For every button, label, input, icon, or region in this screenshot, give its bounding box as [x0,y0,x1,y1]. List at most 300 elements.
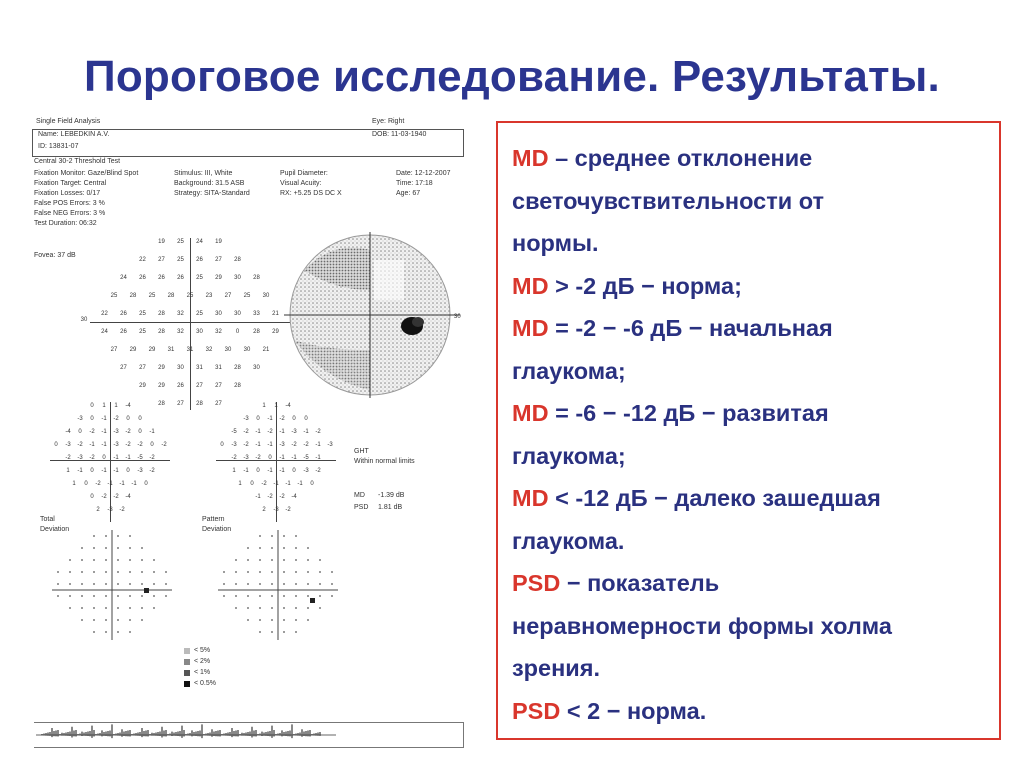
prob-dot [117,607,119,609]
grid-value: 26 [139,275,146,281]
grid-value: 0 [220,442,224,448]
info-key: MD [512,400,549,426]
grid-value: 28 [196,401,203,407]
prob-dot [259,631,261,633]
grid-value: -1 [279,455,285,461]
prob-dot [331,583,333,585]
grid-value: 28 [234,383,241,389]
grid-value: 28 [129,293,137,299]
grid-value: -2 [315,468,321,474]
grid-value: -3 [65,442,71,448]
legend-symbol [184,681,190,687]
test-param: Fixation Target: Central [34,180,107,187]
grid-value: 2 [96,507,100,513]
grid-value: 0 [256,416,260,422]
grid-value: 28 [234,257,241,263]
prob-dot [105,559,107,561]
grid-value: 25 [148,293,156,299]
prob-dot [259,535,261,537]
total-prob-symbol-1pct [144,588,149,593]
prob-dot [235,607,237,609]
grid-value: 25 [177,239,184,245]
grid-value: -2 [101,494,107,500]
pattern-deviation-label-1: Pattern [202,516,225,523]
report-eye: Eye: Right [372,118,405,125]
grid-value: -2 [303,442,309,448]
info-line: зрения. [512,655,600,681]
blind-spot-core [412,317,424,327]
grid-value: -3 [243,416,249,422]
prob-dot [165,583,167,585]
grid-value: 27 [224,293,232,299]
prob-dot [141,547,143,549]
prob-dot [283,547,285,549]
grid-value: 21 [262,347,270,353]
prob-dot [223,583,225,585]
prob-dot [57,571,59,573]
grid-value: -2 [89,429,95,435]
grid-value: -1 [291,455,297,461]
prob-dot [57,583,59,585]
psd-value: 1.81 dB [378,504,403,511]
total-deviation-label-1: Total [40,516,55,523]
prob-dot [153,607,155,609]
grid-value: -3 [107,507,113,513]
prob-dot [153,583,155,585]
prob-dot [129,547,131,549]
grid-value: -1 [279,429,285,435]
test-name: Central 30-2 Threshold Test [34,158,121,165]
grid-value: -3 [77,416,83,422]
test-param: Strategy: SITA-Standard [174,190,250,197]
grid-value: -3 [291,429,297,435]
prob-dot [259,619,261,621]
md-value: -1.39 dB [378,492,405,499]
grid-value: -2 [113,416,119,422]
grid-value: -1 [267,468,273,474]
legend-label: < 5% [194,647,211,654]
grid-value: 26 [120,329,127,335]
grid-value: 25 [186,293,194,299]
grid-value: 0 [90,468,94,474]
grid-value: -2 [125,442,131,448]
prob-dot [295,595,297,597]
test-param: Pupil Diameter: [280,170,328,177]
threshold-axis-vertical [190,238,191,410]
grid-value: -1 [101,468,107,474]
total-deviation-values [50,402,170,522]
test-param: RX: +5.25 DS DC X [280,190,342,197]
grid-value: -3 [303,468,309,474]
grid-value: 31 [196,365,203,371]
prob-dot [295,547,297,549]
prob-dot [117,547,119,549]
grid-value: 1 [262,403,266,409]
grid-value: 30 [234,311,241,317]
legend-symbol [184,648,190,654]
prob-dot [319,559,321,561]
prob-dot [271,607,273,609]
prob-dot [81,607,83,609]
grid-value: 21 [272,311,279,317]
grid-value: 1 [238,481,242,487]
prob-dot [93,547,95,549]
prob-dot [307,547,309,549]
grid-value: -4 [65,429,71,435]
prob-dot [295,631,297,633]
grid-value: -2 [231,455,237,461]
slide-title: Пороговое исследование. Результаты. [84,52,940,101]
grid-value: -1 [279,468,285,474]
prob-dot [117,595,119,597]
test-param: Date: 12-12-2007 [396,170,451,177]
grid-value: 0 [144,481,148,487]
grid-value: 27 [215,383,222,389]
grid-value: -2 [267,494,273,500]
grid-value: 30 [215,311,222,317]
prob-dot [259,595,261,597]
prob-dot [295,607,297,609]
grid-value: -1 [113,455,119,461]
grid-value: 0 [126,416,130,422]
grid-value: 26 [196,257,203,263]
prob-dot [271,535,273,537]
grid-value: -2 [77,442,83,448]
grid-value: 0 [292,416,296,422]
grid-value: 0 [54,442,58,448]
grid-value: -2 [255,455,261,461]
prob-dot [93,631,95,633]
grid-value: 32 [215,329,222,335]
grid-value: 22 [139,257,146,263]
grid-value: -4 [291,494,297,500]
prob-dot [235,571,237,573]
grid-value: -3 [113,442,119,448]
prob-dot [141,619,143,621]
grid-value: 30 [253,365,260,371]
grid-value: -3 [137,468,143,474]
greyscale-axis-label: 30 [454,314,461,320]
grid-value: 27 [110,347,118,353]
grid-value: 27 [139,365,146,371]
grid-value: 29 [215,275,222,281]
info-line: глаукома; [512,357,626,384]
grid-value: 27 [158,257,165,263]
prob-dot [81,583,83,585]
grid-value: -1 [255,429,261,435]
prob-dot [81,547,83,549]
grid-value: 27 [177,401,184,407]
test-param: Fixation Monitor: Gaze/Blind Spot [34,170,139,177]
gaze-tracking-trace [36,722,336,748]
grid-value: 32 [177,329,184,335]
grid-value: 33 [253,311,260,317]
prob-dot [93,619,95,621]
ght-title: GHT [354,448,369,455]
test-param: Background: 31.5 ASB [174,180,245,187]
grid-value: 32 [177,311,184,317]
grid-value: -3 [327,442,333,448]
grid-value: 29 [139,383,146,389]
grid-value: -1 [267,416,273,422]
prob-dot [259,547,261,549]
prob-dot [295,559,297,561]
info-line: нормы. [512,230,599,256]
test-param: Stimulus: III, White [174,170,233,177]
grid-value: -3 [279,442,285,448]
grid-value: 30 [177,365,184,371]
prob-dot [117,631,119,633]
patient-id: ID: 13831-07 [38,143,79,150]
prob-dot [283,559,285,561]
prob-dot [129,559,131,561]
grid-value: -1 [255,494,261,500]
md-psd-info-box [496,121,1001,740]
prob-dot [247,571,249,573]
prob-dot [319,571,321,573]
legend-label: < 2% [194,658,211,665]
grid-value: -1 [101,416,107,422]
grid-value: 1 [66,468,70,474]
grid-value: 0 [84,481,88,487]
prob-dot [271,631,273,633]
total-dev-axis-v [110,402,111,522]
grid-value: 22 [101,311,108,317]
prob-dot [283,619,285,621]
pattern-prob-symbol-1pct [310,598,315,603]
grid-value: 28 [253,329,260,335]
greyscale-plot [284,230,464,400]
grid-value: -1 [149,429,155,435]
grid-value: -3 [113,429,119,435]
grid-value: -1 [77,468,83,474]
prob-dot [295,535,297,537]
prob-dot [259,571,261,573]
grid-value: -2 [89,455,95,461]
grid-value: -3 [243,455,249,461]
prob-dot [153,595,155,597]
grid-value: 25 [196,275,203,281]
grid-value: 0 [150,442,154,448]
prob-dot [93,571,95,573]
psd-label: PSD [354,504,369,511]
grid-value: -2 [113,494,119,500]
grid-value: -2 [149,468,155,474]
test-param: Test Duration: 06:32 [34,220,97,227]
prob-dot [81,559,83,561]
prob-dot [331,595,333,597]
grid-value: 23 [205,293,213,299]
prob-dot [69,571,71,573]
prob-dot [271,559,273,561]
prob-dot [283,583,285,585]
grid-value: -2 [261,481,267,487]
grid-value: 24 [120,275,127,281]
grid-value: 19 [158,239,165,245]
grid-value: 0 [102,455,106,461]
test-param: False POS Errors: 3 % [34,200,105,207]
grid-value: -2 [285,507,291,513]
grid-value: 26 [177,275,184,281]
prob-dot [271,619,273,621]
grid-value: -1 [267,442,273,448]
prob-dot [319,607,321,609]
prob-dot [271,595,273,597]
prob-dot [235,583,237,585]
grid-value: 29 [158,365,165,371]
prob-dot [295,583,297,585]
prob-dot [223,595,225,597]
patient-dob: DOB: 11-03-1940 [372,131,427,138]
grid-value: 27 [120,365,127,371]
fovea-value: Fovea: 37 dB [34,252,76,259]
grid-value: 0 [304,416,308,422]
grid-value: 0 [256,468,260,474]
perimetry-report [30,118,470,758]
grid-value: 25 [110,293,118,299]
grid-value: -1 [125,455,131,461]
grid-value: -5 [137,455,143,461]
prob-dot [129,607,131,609]
prob-dot [117,619,119,621]
info-key: PSD [512,697,561,724]
prob-dot [93,535,95,537]
info-line: MD = -2 − -6 дБ − начальная [512,315,833,341]
prob-dot [129,619,131,621]
info-line: неравномерности формы холма [512,612,892,639]
grid-value: 1 [114,403,118,409]
prob-dot [259,559,261,561]
prob-dot [81,571,83,573]
grid-value: 29 [129,347,137,353]
grid-value: -2 [315,429,321,435]
grid-value: 29 [272,329,279,335]
threshold-axis-label: 30 [80,317,88,323]
grid-value: -1 [315,455,321,461]
legend-label: < 1% [194,669,211,676]
prob-dot [295,619,297,621]
prob-dot [271,571,273,573]
grid-value: -4 [285,403,291,409]
prob-dot [307,595,309,597]
report-analysis-type: Single Field Analysis [36,118,101,125]
info-line: MD > -2 дБ − норма; [512,272,742,299]
prob-dot [141,559,143,561]
pattern-deviation-label-2: Deviation [202,526,232,533]
pattern-dev-axis-v [276,402,277,522]
grid-value: 25 [139,311,146,317]
total-deviation-label-2: Deviation [40,526,70,533]
grid-value: -1 [243,468,249,474]
prob-dot [129,595,131,597]
grid-value: -1 [89,442,95,448]
prob-dot [117,583,119,585]
grid-value: 28 [234,365,241,371]
md-label: MD [354,492,365,499]
prob-dot [105,619,107,621]
prob-dot [235,595,237,597]
prob-dot [247,547,249,549]
prob-dot [141,571,143,573]
grid-value: 0 [310,481,314,487]
prob-dot [93,583,95,585]
grid-value: -2 [149,455,155,461]
grid-value: 30 [262,293,270,299]
grid-value: 26 [120,311,127,317]
legend-symbol [184,659,190,665]
grid-value: -2 [279,494,285,500]
pattern-deviation-probability-plot [218,530,338,640]
prob-dot [153,571,155,573]
grid-value: -2 [243,429,249,435]
grid-value: 0 [138,416,142,422]
prob-dot [105,547,107,549]
grid-value: -2 [267,429,273,435]
grid-value: -3 [231,442,237,448]
grid-value: -1 [101,442,107,448]
prob-dot [81,595,83,597]
info-lines [512,137,992,732]
test-param: Age: 67 [396,190,421,197]
prob-dot [117,559,119,561]
grid-value: 1 [72,481,76,487]
prob-dot [259,583,261,585]
grid-value: 30 [234,275,241,281]
grid-value: 31 [167,347,175,353]
grid-value: -1 [315,442,321,448]
info-key: MD [512,272,549,299]
grid-value: -1 [303,429,309,435]
prob-dot [165,595,167,597]
grid-value: 27 [215,257,222,263]
prob-dot [319,583,321,585]
total-deviation-probability-plot [52,530,172,640]
grid-value: 1 [274,403,278,409]
grid-value: 30 [243,347,251,353]
prob-dot [271,583,273,585]
pattern-deviation-values [216,402,336,522]
prob-dot [93,607,95,609]
info-line: MD = -6 − -12 дБ − развитая [512,400,829,426]
ght-value: Within normal limits [354,458,415,465]
grid-value: -4 [125,494,131,500]
grid-value: 0 [138,429,142,435]
prob-dot [307,583,309,585]
info-key: PSD [512,570,561,596]
prob-dot [165,571,167,573]
prob-dot [129,571,131,573]
prob-dot [129,583,131,585]
grid-value: -4 [125,403,131,409]
grid-value: 28 [158,311,165,317]
grid-value: 0 [235,329,240,335]
prob-dot [105,595,107,597]
prob-dot [105,631,107,633]
prob-dot [105,583,107,585]
grid-value: 29 [158,383,165,389]
info-line: светочувствительности от [512,187,825,214]
info-line: PSD < 2 − норма. [512,697,707,724]
grid-value: -2 [125,429,131,435]
prob-dot [295,571,297,573]
prob-dot [283,595,285,597]
prob-dot [81,619,83,621]
prob-dot [57,595,59,597]
grid-value: 28 [158,329,165,335]
info-line: PSD − показатель [512,570,720,596]
prob-dot [117,571,119,573]
grid-value: 0 [250,481,254,487]
